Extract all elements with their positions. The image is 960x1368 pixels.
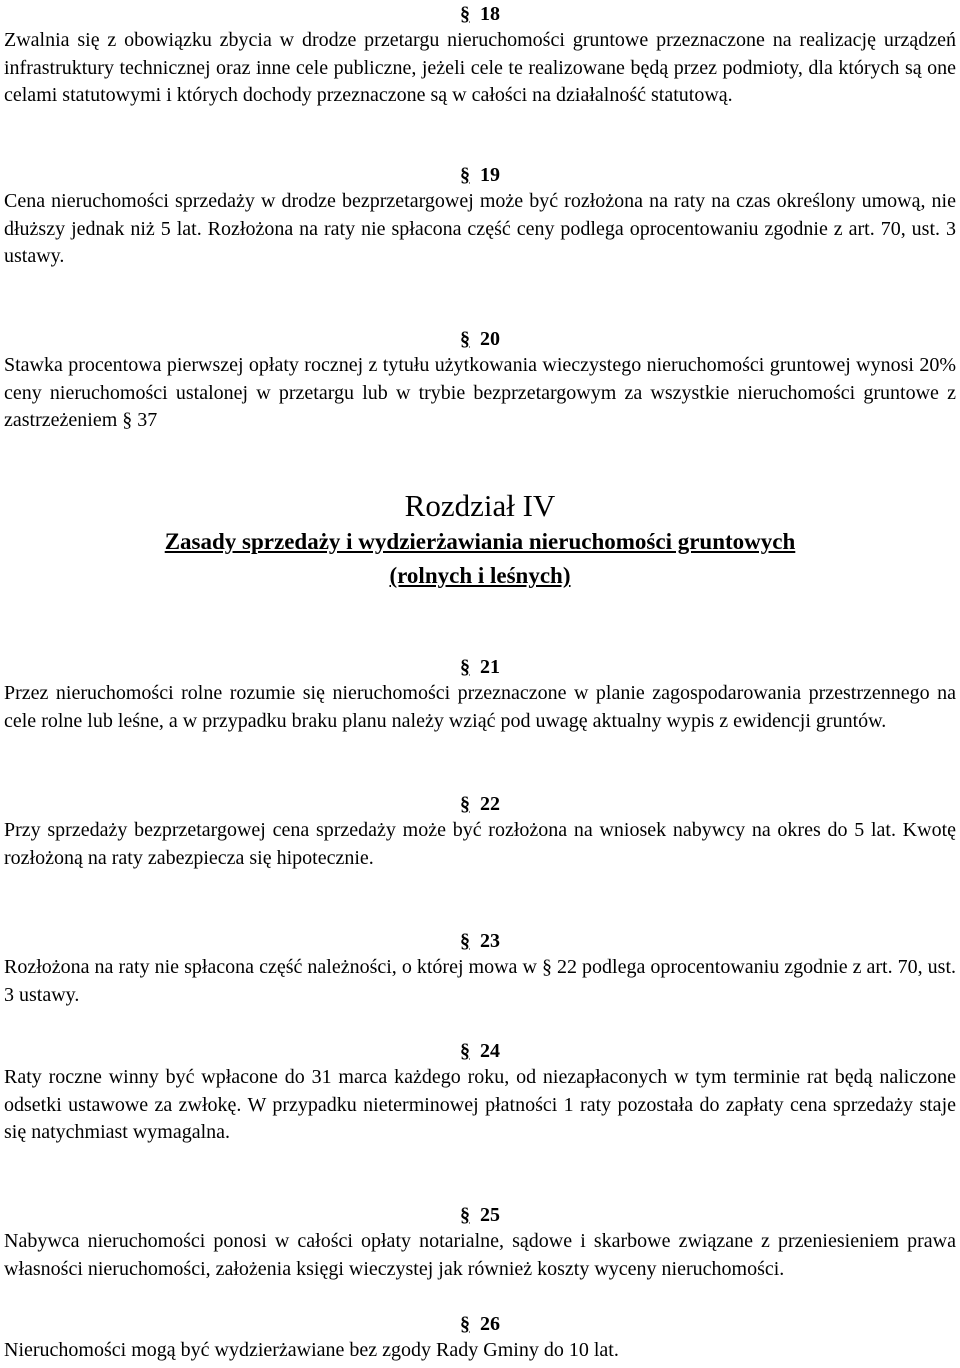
section-sign-icon: § [460, 656, 470, 678]
section-sign-icon: § [460, 328, 470, 350]
section-18-heading: § 18 [460, 3, 500, 25]
section-sign-icon: § [460, 1204, 470, 1226]
section-sign-icon: § [460, 1313, 470, 1335]
section-sign-icon: § [122, 409, 133, 431]
section-20-heading: § 20 [460, 328, 500, 350]
section-18-text: Zwalnia się z obowiązku zbycia w drodze przetargu nieruchomości gruntowe przeznaczone na realizację urządzeń infrastruktury technicznej oraz inne cele publiczne, jeżeli cele te realizowane będą przez podmioty, dla których są one celami statutowymi i których dochody przeznaczone są w całości na działalność statutową. [4, 29, 956, 106]
section-25-text: Nabywca nieruchomości ponosi w całości opłaty notarialne, sądowe i skarbowe związane z przeniesieniem prawa własności nieruchomości, założenia księgi wieczystej jak również koszty wyceny nieruchomości. [4, 1230, 956, 1280]
section-22-text: Przy sprzedaży bezprzetargowej cena sprzedaży może być rozłożona na wniosek nabywcy na okres do 5 lat. Kwotę rozłożoną na raty zabezpiecza się hipotecznie. [4, 819, 956, 869]
section-23-heading: § 23 [460, 930, 500, 952]
section-26-text: Nieruchomości mogą być wydzierżawiane bez zgody Rady Gminy do 10 lat. [4, 1339, 619, 1361]
section-sign-icon: § [460, 1040, 470, 1062]
section-22-heading: § 22 [460, 793, 500, 815]
section-24-heading: § 24 [460, 1040, 500, 1062]
section-19-text: Cena nieruchomości sprzedaży w drodze bezprzetargowej może być rozłożona na raty na czas określony umową, nie dłuższy jednak niż 5 lat. Rozłożona na raty nie spłacona część ceny podlega oprocentowaniu zgodnie z art. 70, ust. 3 ustawy. [4, 190, 956, 267]
section-sign-icon: § [541, 956, 552, 978]
section-sign-icon: § [460, 930, 470, 952]
section-20-text: Stawka procentowa pierwszej opłaty rocznej z tytułu użytkowania wieczystego nieruchomości gruntowej wynosi 20% ceny nieruchomości ustalonej w przetargu lub w trybie bezprzetargowym za wszystkie nieruchomości gruntowe z zastrzeżeniem § 37 [4, 354, 956, 431]
section-sign-icon: § [460, 164, 470, 186]
section-25-heading: § 25 [460, 1204, 500, 1226]
section-26-heading: § 26 [460, 1313, 500, 1335]
section-21-heading: § 21 [460, 656, 500, 678]
section-23-text: Rozłożona na raty nie spłacona część należności, o której mowa w § 22 podlega oprocentowaniu zgodnie z art. 70, ust. 3 ustawy. [4, 956, 957, 1006]
section-sign-icon: § [460, 3, 470, 25]
chapter-subtitle-line1: Zasady sprzedaży i wydzierżawiania nieruchomości gruntowych [164, 529, 796, 554]
section-sign-icon: § [460, 793, 470, 815]
section-24-text: Raty roczne winny być wpłacone do 31 marca każdego roku, od niezapłaconych w tym terminie rat będą naliczone odsetki ustawowe za zwłokę. W przypadku nieterminowej płatności 1 raty pozostała do zapłaty cena sprzedaży staje się natychmiast wymagalna. [4, 1066, 956, 1143]
section-19-heading: § 19 [460, 164, 500, 186]
chapter-subtitle-line2: (rolnych i leśnych) [389, 563, 571, 588]
chapter-title: Rozdział IV [404, 488, 556, 523]
section-21-text: Przez nieruchomości rolne rozumie się nieruchomości przeznaczone w planie zagospodarowania przestrzennego na cele rolne lub leśne, a w przypadku braku planu należy wziąć pod uwagę aktualny wypis z ewidencji gruntów. [4, 682, 956, 732]
